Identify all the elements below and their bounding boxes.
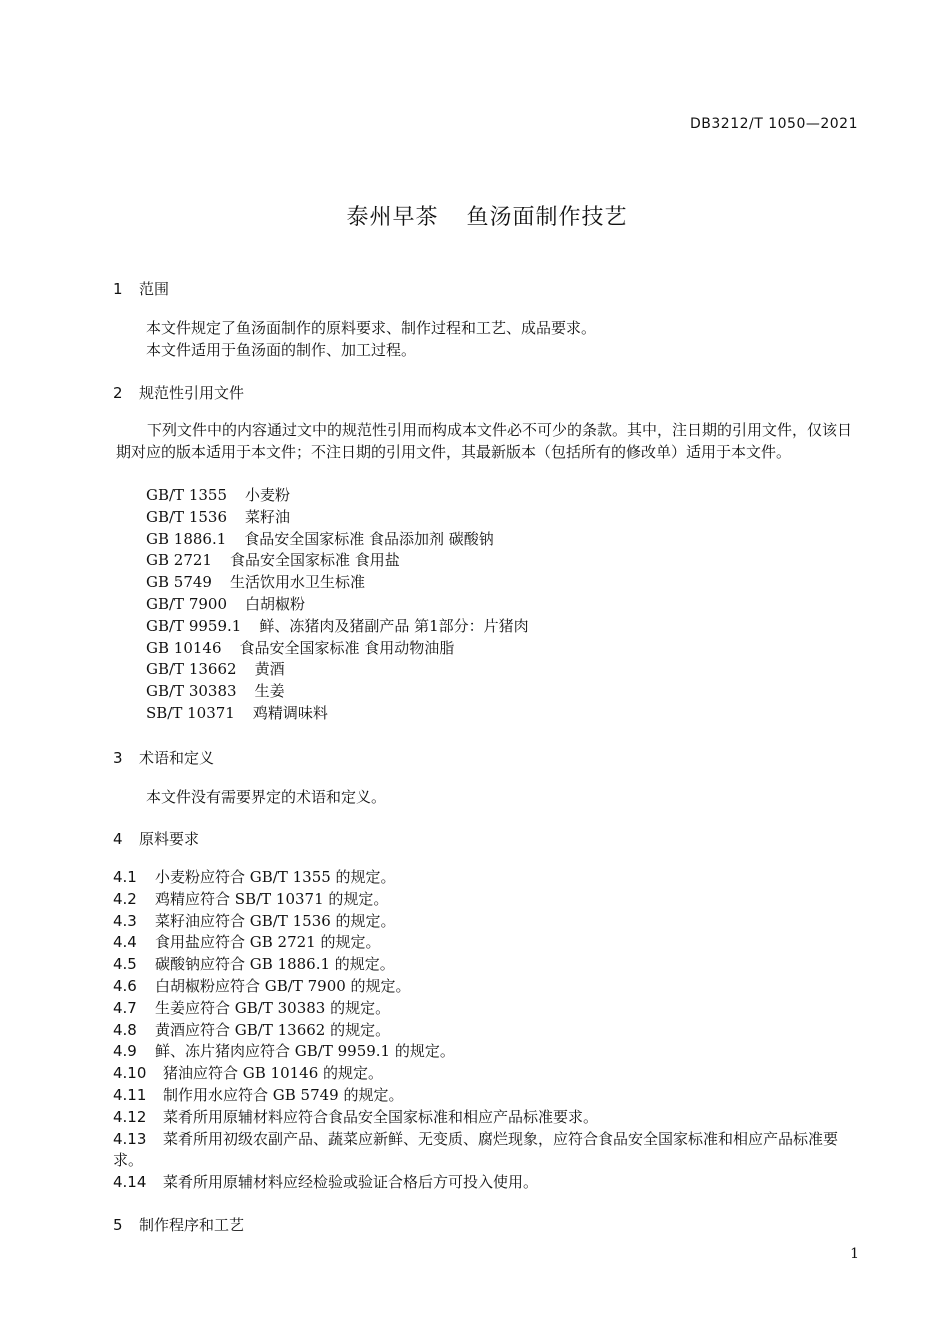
reference-item	[146, 703, 529, 725]
section-title: 术语和定义	[139, 749, 215, 767]
material-item	[113, 954, 861, 976]
material-text: 小麦粉应符合 GB/T 1355 的规定。	[155, 868, 396, 886]
reference-name: 菜籽油	[245, 507, 291, 526]
material-item	[113, 889, 861, 911]
materials-list	[113, 867, 861, 1194]
document-title	[0, 200, 950, 231]
reference-item	[146, 659, 529, 681]
material-text: 鸡精应符合 SB/T 10371 的规定。	[155, 889, 389, 908]
material-number: 4.7	[113, 998, 137, 1017]
material-item	[113, 1129, 861, 1173]
reference-code: GB/T 30383	[146, 682, 237, 701]
section-number: 4	[113, 830, 123, 848]
material-text: 黄酒应符合 GB/T 13662 的规定。	[155, 1020, 391, 1039]
reference-code: GB 10146	[146, 638, 222, 657]
material-number: 4.5	[113, 955, 137, 974]
material-text: 菜肴所用原辅材料应经检验或验证合格后方可投入使用。	[163, 1173, 539, 1192]
reference-code: GB/T 7900	[146, 594, 228, 613]
material-item	[113, 932, 861, 954]
section-number: 1	[113, 280, 123, 298]
reference-item	[146, 638, 529, 660]
reference-item	[146, 507, 529, 529]
material-number: 4.13	[113, 1129, 147, 1148]
reference-code: GB/T 13662	[146, 660, 237, 679]
reference-name: 小麦粉	[245, 486, 291, 504]
reference-item	[146, 594, 529, 616]
material-text: 菜籽油应符合 GB/T 1536 的规定。	[155, 911, 396, 930]
reference-item	[146, 529, 529, 551]
reference-code: GB 1886.1	[146, 529, 227, 548]
reference-name: 生活饮用水卫生标准	[229, 573, 365, 592]
reference-name: 白胡椒粉	[245, 594, 306, 613]
section-heading-4	[113, 828, 199, 849]
material-text: 碳酸钠应符合 GB 1886.1 的规定。	[155, 955, 395, 974]
title-part-1: 泰州早茶	[346, 205, 439, 230]
material-number: 4.2	[113, 889, 137, 908]
material-item	[113, 998, 861, 1020]
reference-name: 鸡精调味料	[252, 703, 328, 722]
page-number: 1	[850, 1246, 859, 1262]
material-number: 4.8	[113, 1020, 137, 1039]
reference-name: 鲜、冻猪肉及猪副产品 第1部分：片猪肉	[259, 616, 529, 635]
reference-code: GB 2721	[146, 551, 212, 570]
reference-name: 生姜	[254, 682, 285, 701]
material-text: 食用盐应符合 GB 2721 的规定。	[155, 933, 381, 952]
reference-code: GB/T 1536	[146, 507, 228, 526]
material-text: 白胡椒粉应符合 GB/T 7900 的规定。	[155, 976, 411, 995]
reference-item	[146, 616, 529, 638]
material-item	[113, 976, 861, 998]
material-item	[113, 1041, 861, 1063]
section-heading-1	[113, 278, 169, 299]
material-item	[113, 1085, 861, 1107]
section-title: 原料要求	[139, 830, 200, 848]
material-number: 4.11	[113, 1085, 147, 1104]
section-title: 规范性引用文件	[139, 384, 245, 402]
terms-paragraph: 本文件没有需要界定的术语和定义。	[146, 788, 387, 806]
reference-item	[146, 485, 529, 507]
scope-paragraph-1: 本文件规定了鱼汤面制作的原料要求、制作过程和工艺、成品要求。	[146, 319, 597, 337]
section-title: 制作程序和工艺	[139, 1216, 245, 1234]
material-text: 猪油应符合 GB 10146 的规定。	[163, 1064, 384, 1083]
reference-name: 食品安全国家标准 食用动物油脂	[239, 638, 455, 657]
reference-name: 黄酒	[254, 660, 285, 679]
section-number: 3	[113, 749, 123, 767]
scope-paragraph-2: 本文件适用于鱼汤面的制作、加工过程。	[146, 341, 417, 359]
material-number: 4.9	[113, 1042, 137, 1061]
material-number: 4.6	[113, 976, 137, 995]
normative-intro	[116, 420, 860, 464]
material-number: 4.4	[113, 933, 137, 952]
reference-name: 食品安全国家标准 食品添加剂 碳酸钠	[244, 529, 494, 548]
standard-code: DB3212/T 1050—2021	[690, 116, 858, 132]
material-item	[113, 911, 861, 933]
reference-code: GB/T 1355	[146, 486, 228, 504]
material-number: 4.3	[113, 911, 137, 930]
section-heading-5	[113, 1214, 244, 1235]
material-item	[113, 1107, 861, 1129]
reference-code: SB/T 10371	[146, 703, 235, 722]
reference-item	[146, 681, 529, 703]
reference-code: GB/T 9959.1	[146, 616, 242, 635]
reference-item	[146, 550, 529, 572]
section-heading-3	[113, 747, 214, 768]
material-item	[113, 1020, 861, 1042]
material-text: 制作用水应符合 GB 5749 的规定。	[163, 1085, 404, 1104]
material-item	[113, 1063, 861, 1085]
section-number: 2	[113, 384, 123, 402]
reference-code: GB 5749	[146, 573, 212, 592]
material-number: 4.1	[113, 868, 137, 886]
material-number: 4.14	[113, 1173, 147, 1192]
material-text: 生姜应符合 GB/T 30383 的规定。	[155, 998, 391, 1017]
material-item	[113, 1172, 861, 1194]
normative-intro-text: 下列文件中的内容通过文中的规范性引用而构成本文件必不可少的条款。其中，注日期的引用文件，仅该日期对应的版本适用于本文件；不注日期的引用文件，其最新版本（包括所有的修改单）适用于本文件。	[116, 421, 853, 461]
material-text: 鲜、冻片猪肉应符合 GB/T 9959.1 的规定。	[155, 1042, 455, 1061]
material-number: 4.10	[113, 1064, 147, 1083]
reference-list	[146, 485, 529, 725]
material-text: 菜肴所用原辅材料应符合食品安全国家标准和相应产品标准要求。	[163, 1107, 599, 1126]
reference-name: 食品安全国家标准 食用盐	[229, 551, 400, 570]
reference-item	[146, 572, 529, 594]
title-part-2: 鱼汤面制作技艺	[466, 205, 628, 230]
section-title: 范围	[139, 280, 170, 298]
material-text: 菜肴所用初级农副产品、蔬菜应新鲜、无变质、腐烂现象，应符合食品安全国家标准和相应产品标准要求。	[113, 1129, 839, 1170]
section-heading-2	[113, 382, 244, 403]
material-number: 4.12	[113, 1107, 147, 1126]
material-item	[113, 867, 861, 889]
section-number: 5	[113, 1216, 123, 1234]
